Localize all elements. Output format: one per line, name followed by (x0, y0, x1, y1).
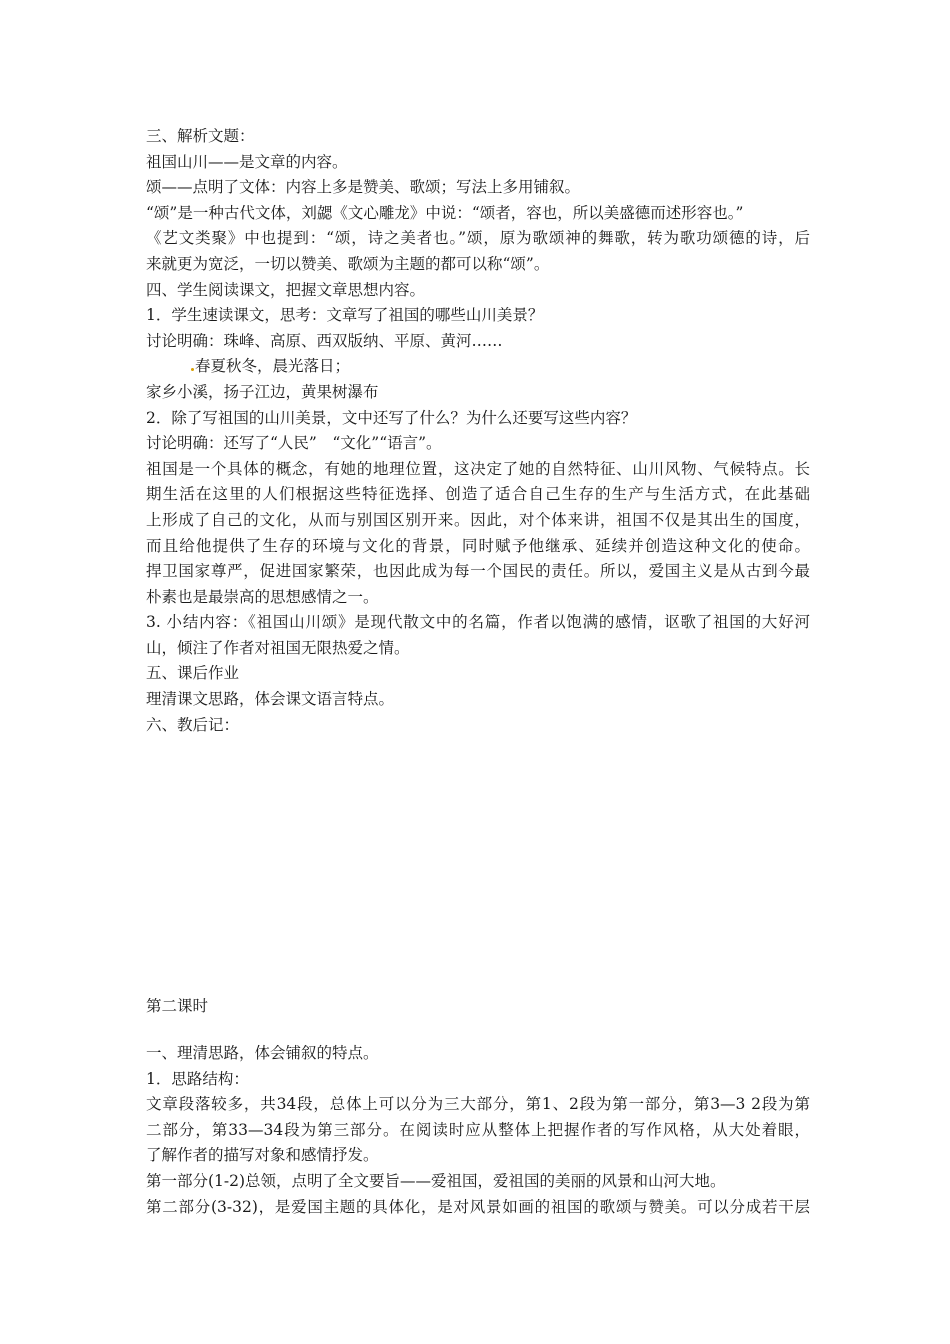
paragraph-line: 祖国是一个具体的概念，有她的地理位置，这决定了她的自然特征、山川风物、气候特点。长 (146, 459, 810, 478)
paragraph-line: 捍卫国家尊严，促进国家繁荣，也因此成为每一个国民的责任。所以，爱国主义是从古到今最 (146, 562, 810, 581)
question-line: 2．除了写祖国的山川美景，文中还写了什么？为什么还要写这些内容？ (146, 408, 637, 427)
annotation-mark (191, 368, 194, 371)
paragraph-line: 颂——点明了文体：内容上多是赞美、歌颂；写法上多用铺叙。 (146, 178, 581, 197)
homework-line: 理清课文思路，体会课文语言特点。 (146, 690, 395, 709)
summary-line: 3. 小结内容：《祖国山川颂》是现代散文中的名篇，作者以饱满的感情，讴歌了祖国的大好河 (146, 613, 810, 632)
answer-line: 讨论明确：还写了“人民” “文化”“语言”。 (146, 434, 442, 453)
paragraph-line: 二部分，第33—34段为第三部分。在阅读时应从整体上把握作者的写作风格，从大处着眼， (146, 1120, 810, 1139)
answer-line: 讨论明确：珠峰、高原、西双版纳、平原、黄河…… (146, 331, 503, 350)
summary-line: 山，倾注了作者对祖国无限热爱之情。 (146, 638, 410, 657)
answer-line: 家乡小溪，扬子江边，黄果树瀑布 (146, 382, 379, 401)
paragraph-line: 了解作者的描写对象和感情抒发。 (146, 1146, 379, 1165)
section-heading: 一、理清思路，体会铺叙的特点。 (146, 1044, 379, 1062)
section-heading: 三、解析文题： (146, 127, 255, 145)
subsection-heading: 1．思路结构： (146, 1069, 249, 1088)
paragraph-line: 而且给他提供了生存的环境与文化的背景，同时赋予他继承、延续并创造这种文化的使命。 (146, 536, 810, 555)
paragraph-line: 来就更为宽泛，一切以赞美、歌颂为主题的都可以称“颂”。 (146, 254, 550, 273)
lesson-two-heading-block (146, 994, 810, 1020)
lesson-one-section (146, 124, 810, 738)
question-line: 1．学生速读课文，思考：文章写了祖国的哪些山川美景？ (146, 306, 544, 325)
section-heading: 五、课后作业 (146, 664, 240, 683)
paragraph-line: 上形成了自己的文化，从而与别国区别开来。因此，对个体来讲，祖国不仅是其出生的国度， (146, 510, 810, 529)
answer-line-text: 春夏秋冬，晨光落日； (195, 357, 351, 376)
paragraph-line: 期生活在这里的人们根据这些特征选择、创造了适合自己生存的生产与生活方式，在此基础 (146, 485, 810, 504)
paragraph-line: “颂”是一种古代文体，刘勰《文心雕龙》中说：“颂者，容也，所以美盛德而述形容也。” (146, 203, 744, 222)
lesson-heading: 第二课时 (146, 997, 209, 1015)
lesson-two-section (146, 1041, 810, 1220)
section-heading: 四、学生阅读课文，把握文章思想内容。 (146, 280, 426, 299)
paragraph-line: 第二部分(3-32)，是爱国主题的具体化，是对风景如画的祖国的歌颂与赞美。可以分成若干层 (146, 1197, 810, 1216)
paragraph-line: 文章段落较多，共34段，总体上可以分为三大部分，第1、2段为第一部分，第3—3 2段为第 (146, 1095, 810, 1114)
paragraph-line: 第一部分(1-2)总领，点明了全文要旨——爱祖国，爱祖国的美丽的风景和山河大地。 (146, 1171, 726, 1190)
paragraph-line: 朴素也是最崇高的思想感情之一。 (146, 587, 379, 606)
paragraph-line: 祖国山川——是文章的内容。 (146, 152, 348, 171)
answer-line-indented (146, 354, 810, 380)
section-heading: 六、教后记： (146, 715, 240, 734)
paragraph-line: 《艺文类聚》中也提到：“颂，诗之美者也。”颂，原为歌颂神的舞歌，转为歌功颂德的诗，后 (146, 229, 810, 248)
